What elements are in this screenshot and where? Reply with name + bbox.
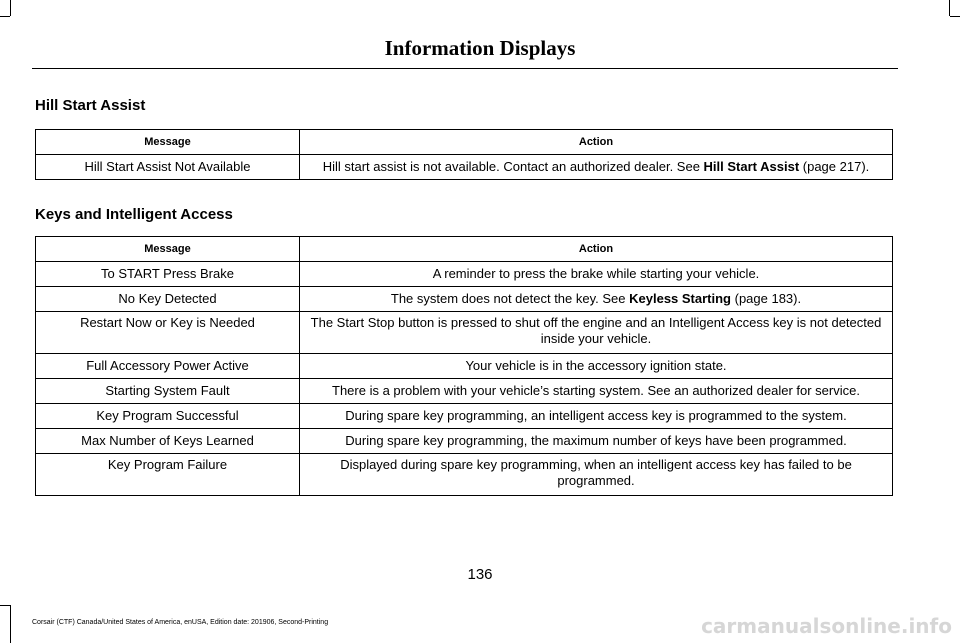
- column-header-message: Message: [36, 130, 300, 155]
- hill-start-assist-table: [35, 129, 893, 180]
- crop-mark: [0, 605, 10, 606]
- table-row: [36, 354, 893, 379]
- table-row: [36, 287, 893, 312]
- message-cell: Key Program Successful: [36, 404, 300, 429]
- action-cell: [300, 155, 893, 180]
- crop-mark: [949, 0, 950, 16]
- message-cell: Hill Start Assist Not Available: [36, 155, 300, 180]
- message-cell: To START Press Brake: [36, 262, 300, 287]
- table-row: [36, 155, 893, 180]
- action-cell: Displayed during spare key programming, when an intelligent access key has failed to be programmed.: [300, 454, 893, 496]
- table-row: [36, 429, 893, 454]
- table-header-row: [36, 130, 893, 155]
- page-number: 136: [467, 566, 493, 583]
- crop-mark: [0, 16, 10, 17]
- keys-intelligent-access-table: [35, 236, 893, 496]
- page-reference: (page 183).: [731, 291, 802, 306]
- cross-reference-link[interactable]: Keyless Starting: [629, 291, 731, 306]
- column-header-message: Message: [36, 237, 300, 262]
- page-title: Information Displays: [384, 36, 576, 60]
- page-reference: (page 217).: [799, 159, 870, 174]
- action-cell: During spare key programming, the maximum number of keys have been programmed.: [300, 429, 893, 454]
- action-cell: The Start Stop button is pressed to shut off the engine and an Intelligent Access key is not detected inside your vehicle.: [300, 312, 893, 354]
- action-cell: There is a problem with your vehicle’s starting system. See an authorized dealer for service.: [300, 379, 893, 404]
- crop-mark: [10, 0, 11, 16]
- table-row: [36, 262, 893, 287]
- action-cell: [300, 287, 893, 312]
- table-row: [36, 404, 893, 429]
- action-text: The system does not detect the key. See: [390, 291, 630, 306]
- message-cell: Restart Now or Key is Needed: [36, 312, 300, 354]
- message-cell: Max Number of Keys Learned: [36, 429, 300, 454]
- message-cell: Key Program Failure: [36, 454, 300, 496]
- footer-edition-info: Corsair (CTF) Canada/United States of America, enUSA, Edition date: 201906, Second-Printing: [32, 619, 329, 626]
- table-row: [36, 379, 893, 404]
- table-row: [36, 312, 893, 354]
- section-title-hill-start-assist: Hill Start Assist: [35, 97, 146, 114]
- action-cell: A reminder to press the brake while starting your vehicle.: [300, 262, 893, 287]
- column-header-action: Action: [300, 237, 893, 262]
- crop-mark: [10, 605, 11, 643]
- cross-reference-link[interactable]: Hill Start Assist: [703, 159, 800, 174]
- action-text: Hill start assist is not available. Contact an authorized dealer. See: [322, 159, 704, 174]
- message-cell: Full Accessory Power Active: [36, 354, 300, 379]
- watermark: carmanualsonline.info: [701, 614, 952, 638]
- action-cell: During spare key programming, an intelligent access key is programmed to the system.: [300, 404, 893, 429]
- table-header-row: [36, 237, 893, 262]
- section-title-keys-intelligent-access: Keys and Intelligent Access: [35, 206, 233, 223]
- crop-mark: [950, 16, 960, 17]
- table-row: [36, 454, 893, 496]
- column-header-action: Action: [300, 130, 893, 155]
- message-cell: No Key Detected: [36, 287, 300, 312]
- header-divider: [32, 68, 898, 69]
- action-cell: Your vehicle is in the accessory ignition state.: [300, 354, 893, 379]
- message-cell: Starting System Fault: [36, 379, 300, 404]
